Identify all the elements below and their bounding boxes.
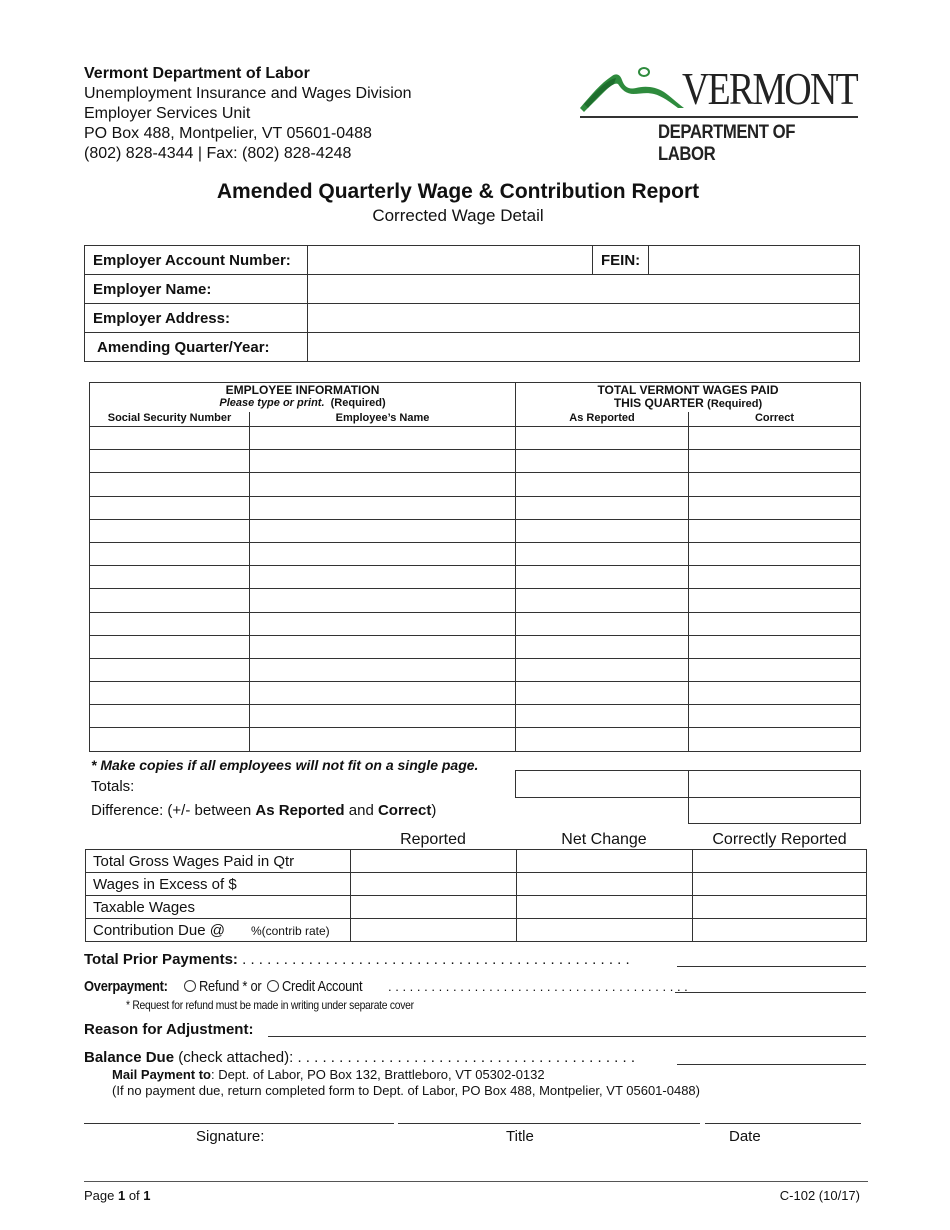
employee-name-cell[interactable]	[250, 519, 516, 542]
correct-cell[interactable]	[689, 566, 861, 589]
agency-address	[84, 64, 412, 164]
prior-payments-field[interactable]	[677, 950, 866, 967]
table-row	[90, 427, 861, 450]
vermont-dol-logo	[578, 63, 860, 165]
employee-name-cell[interactable]	[250, 427, 516, 450]
table-row	[90, 658, 861, 681]
overpayment-row	[84, 978, 688, 995]
title-field[interactable]	[398, 1110, 700, 1124]
as-reported-cell[interactable]	[516, 496, 689, 519]
page-number: Page 1 of 1	[84, 1188, 151, 1203]
excess-wages-reported-field[interactable]	[351, 873, 517, 896]
total-as-reported-field[interactable]	[515, 770, 689, 798]
logo-wordmark: VERMONT	[682, 63, 858, 114]
form-id: C-102 (10/17)	[779, 1188, 860, 1203]
table-row	[90, 542, 861, 565]
excess-wages-net-field[interactable]	[517, 873, 693, 896]
employee-name-cell[interactable]	[250, 542, 516, 565]
agency-unit: Employer Services Unit	[84, 105, 251, 122]
table-row	[90, 635, 861, 658]
ssn-cell[interactable]	[90, 427, 250, 450]
contribution-due-label: Contribution Due @ %(contrib rate)	[86, 919, 351, 942]
prior-payments-row	[84, 951, 630, 968]
prior-payments-leader: . . . . . . . . . . . . . . . . . . . . . . . . . . . . . . . . . . . . . . . . . . . . . . .	[237, 951, 630, 968]
quarter-year-label: Amending Quarter/Year:	[85, 333, 308, 362]
correct-cell[interactable]	[689, 473, 861, 496]
as-reported-cell[interactable]	[516, 705, 689, 728]
employee-name-cell[interactable]	[250, 496, 516, 519]
employee-name-cell[interactable]	[250, 705, 516, 728]
correct-cell[interactable]	[689, 589, 861, 612]
agency-division: Unemployment Insurance and Wages Division	[84, 85, 412, 102]
contrib-rate-label: %(contrib rate)	[250, 923, 330, 938]
quarter-year-field[interactable]	[308, 333, 860, 362]
correct-column-header: Correct	[689, 412, 861, 427]
as-reported-column-header: As Reported	[516, 412, 689, 427]
agency-po-box: PO Box 488, Montpelier, VT 05601-0488	[84, 125, 372, 142]
as-reported-cell[interactable]	[516, 589, 689, 612]
reason-label: Reason for Adjustment:	[84, 1021, 254, 1038]
contribution-correct-field[interactable]	[693, 919, 867, 942]
reason-field[interactable]	[268, 1020, 866, 1037]
correct-cell[interactable]	[689, 427, 861, 450]
employer-name-field[interactable]	[308, 275, 860, 304]
employee-info-header: EMPLOYEE INFORMATION Please type or print. (Required)	[90, 383, 516, 412]
employee-name-cell[interactable]	[250, 635, 516, 658]
as-reported-cell[interactable]	[516, 542, 689, 565]
ssn-cell[interactable]	[90, 635, 250, 658]
ssn-cell[interactable]	[90, 566, 250, 589]
table-row	[90, 450, 861, 473]
difference-label: Difference: (+/- between As Reported and Correct)	[91, 802, 437, 819]
ssn-cell[interactable]	[90, 450, 250, 473]
correct-cell[interactable]	[689, 612, 861, 635]
ssn-cell[interactable]	[90, 473, 250, 496]
gross-wages-correct-field[interactable]	[693, 850, 867, 873]
reason-row	[84, 1021, 253, 1038]
contribution-reported-field[interactable]	[351, 919, 517, 942]
taxable-wages-label: Taxable Wages	[86, 896, 351, 919]
ssn-cell[interactable]	[90, 682, 250, 705]
fein-label: FEIN:	[593, 246, 649, 275]
form-title: Amended Quarterly Wage & Contribution Report	[216, 180, 700, 203]
footer-divider	[84, 1181, 868, 1182]
balance-label: Balance Due	[84, 1049, 175, 1066]
table-row	[90, 705, 861, 728]
account-number-field[interactable]	[308, 246, 593, 275]
ssn-cell[interactable]	[90, 658, 250, 681]
as-reported-cell[interactable]	[516, 728, 689, 751]
copies-note: * Make copies if all employees will not fit on a single page.	[91, 757, 479, 773]
totals-label: Totals:	[91, 778, 135, 795]
signature-label: Signature:	[196, 1128, 265, 1145]
as-reported-cell[interactable]	[516, 566, 689, 589]
difference-field[interactable]	[688, 797, 861, 824]
employee-wage-table	[89, 382, 861, 752]
balance-field[interactable]	[677, 1048, 866, 1065]
employee-name-cell[interactable]	[250, 728, 516, 751]
agency-phone: (802) 828-4344 | Fax: (802) 828-4248	[84, 145, 352, 162]
employer-address-label: Employer Address:	[85, 304, 308, 333]
gross-wages-net-field[interactable]	[517, 850, 693, 873]
refund-radio[interactable]	[184, 980, 196, 992]
as-reported-cell[interactable]	[516, 635, 689, 658]
employee-name-cell[interactable]	[250, 450, 516, 473]
credit-account-label: Credit Account	[282, 978, 363, 995]
employer-name-label: Employer Name:	[85, 275, 308, 304]
employee-name-cell[interactable]	[250, 682, 516, 705]
total-correct-field[interactable]	[688, 770, 861, 798]
correct-cell[interactable]	[689, 450, 861, 473]
fein-field[interactable]	[649, 246, 860, 275]
taxable-wages-net-field[interactable]	[517, 896, 693, 919]
ssn-cell[interactable]	[90, 589, 250, 612]
balance-row: Balance Due (check attached): . . . . . . . . . . . . . . . . . . . . . . . . . . . . . . . . . . . . . . . . .	[84, 1049, 636, 1066]
employee-name-cell[interactable]	[250, 566, 516, 589]
ssn-cell[interactable]	[90, 496, 250, 519]
net-change-column-header: Net Change	[561, 831, 647, 848]
ssn-cell[interactable]	[90, 612, 250, 635]
as-reported-cell[interactable]	[516, 450, 689, 473]
refund-label: Refund * or	[199, 978, 262, 995]
employee-name-cell[interactable]	[250, 658, 516, 681]
no-payment-line: (If no payment due, return completed form to Dept. of Labor, PO Box 488, Montpelier, VT 05601-0488)	[112, 1083, 700, 1098]
correct-cell[interactable]	[689, 705, 861, 728]
as-reported-cell[interactable]	[516, 473, 689, 496]
correct-cell[interactable]	[689, 682, 861, 705]
employer-address-field[interactable]	[308, 304, 860, 333]
total-wages-header: TOTAL VERMONT WAGES PAID THIS QUARTER (Required)	[516, 383, 861, 412]
ssn-cell[interactable]	[90, 519, 250, 542]
mail-payment-line: Mail Payment to: Dept. of Labor, PO Box 132, Brattleboro, VT 05302-0132	[112, 1067, 545, 1082]
ssn-cell[interactable]	[90, 542, 250, 565]
table-row	[90, 473, 861, 496]
correct-cell[interactable]	[689, 635, 861, 658]
balance-leader: . . . . . . . . . . . . . . . . . . . . . . . . . . . . . . . . . . . . . . . . .	[293, 1049, 636, 1066]
signature-field[interactable]	[84, 1110, 394, 1124]
logo-department: DEPARTMENT OF LABOR	[658, 122, 796, 165]
as-reported-cell[interactable]	[516, 682, 689, 705]
employer-info-table	[84, 245, 860, 362]
ssn-cell[interactable]	[90, 705, 250, 728]
employee-name-column-header: Employee’s Name	[250, 412, 516, 427]
table-row	[90, 566, 861, 589]
reported-column-header: Reported	[400, 831, 466, 848]
correct-cell[interactable]	[689, 728, 861, 751]
as-reported-cell[interactable]	[516, 519, 689, 542]
table-row	[90, 496, 861, 519]
agency-name: Vermont Department of Labor	[84, 65, 310, 82]
table-row	[90, 682, 861, 705]
employee-name-cell[interactable]	[250, 473, 516, 496]
credit-account-radio[interactable]	[267, 980, 279, 992]
ssn-column-header: Social Security Number	[90, 412, 250, 427]
as-reported-cell[interactable]	[516, 658, 689, 681]
contribution-calc-table	[85, 849, 867, 942]
ssn-cell[interactable]	[90, 728, 250, 751]
title-label: Title	[506, 1128, 534, 1145]
correct-cell[interactable]	[689, 496, 861, 519]
prior-payments-label: Total Prior Payments:	[84, 951, 238, 968]
logo-divider	[580, 116, 858, 118]
contribution-net-field[interactable]	[517, 919, 693, 942]
refund-note: * Request for refund must be made in writing under separate cover	[126, 998, 414, 1012]
employee-name-cell[interactable]	[250, 589, 516, 612]
table-row	[90, 612, 861, 635]
gross-wages-reported-field[interactable]	[351, 850, 517, 873]
account-number-label: Employer Account Number:	[85, 246, 308, 275]
as-reported-cell[interactable]	[516, 612, 689, 635]
correct-cell[interactable]	[689, 542, 861, 565]
overpayment-label: Overpayment:	[84, 978, 168, 995]
excess-wages-label: Wages in Excess of $	[86, 873, 351, 896]
mountain-icon	[578, 64, 688, 116]
table-row	[90, 589, 861, 612]
overpayment-leader: . . . . . . . . . . . . . . . . . . . . . . . . . . . . . . . . . . . . . . . . . .	[388, 979, 688, 994]
form-subtitle: Corrected Wage Detail	[372, 206, 544, 225]
gross-wages-label: Total Gross Wages Paid in Qtr	[86, 850, 351, 873]
date-field[interactable]	[705, 1110, 861, 1124]
correct-cell[interactable]	[689, 658, 861, 681]
table-row	[90, 519, 861, 542]
correct-cell[interactable]	[689, 519, 861, 542]
as-reported-cell[interactable]	[516, 427, 689, 450]
overpayment-field[interactable]	[675, 976, 866, 993]
taxable-wages-reported-field[interactable]	[351, 896, 517, 919]
table-row	[90, 728, 861, 751]
correctly-reported-column-header: Correctly Reported	[712, 831, 847, 848]
excess-wages-correct-field[interactable]	[693, 873, 867, 896]
date-label: Date	[729, 1128, 761, 1145]
taxable-wages-correct-field[interactable]	[693, 896, 867, 919]
employee-name-cell[interactable]	[250, 612, 516, 635]
